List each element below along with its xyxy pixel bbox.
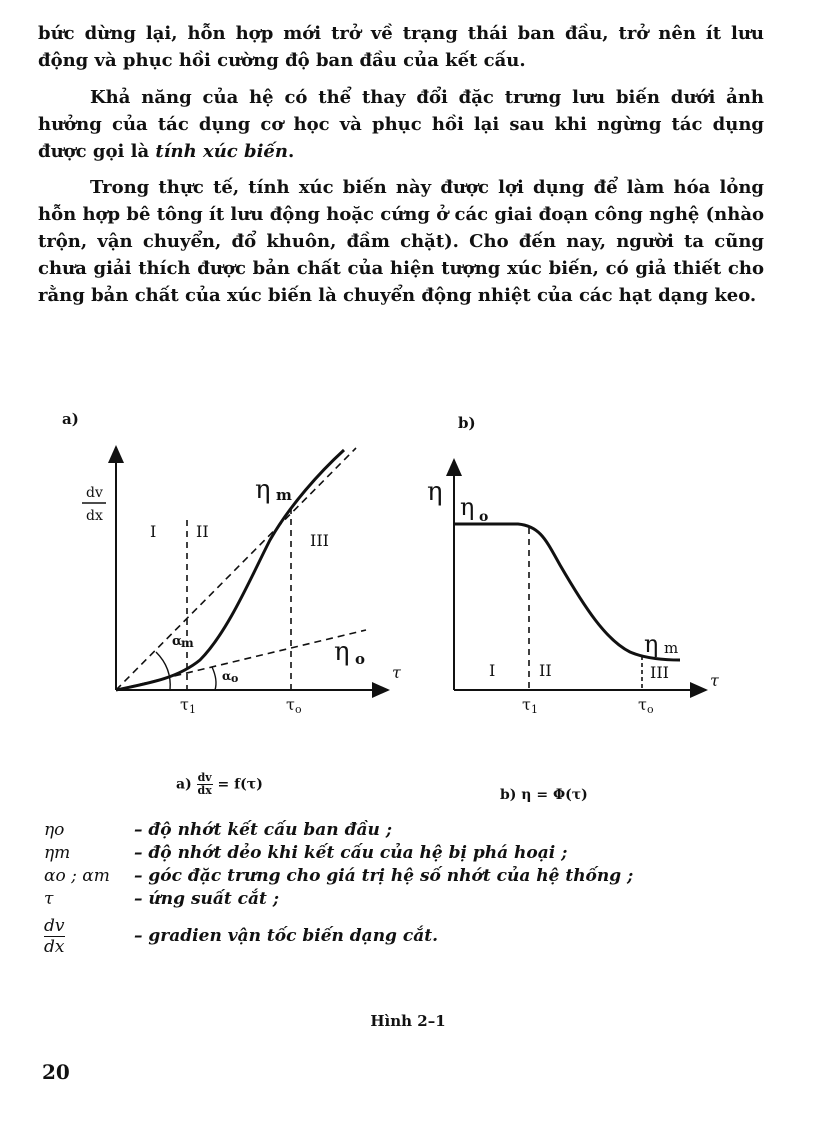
legend-row: αo ; αm – góc đặc trưng cho giá trị hệ số nhớt của hệ thống ; — [44, 865, 634, 886]
panel-a-tick-tau1-sub: 1 — [189, 703, 196, 716]
panel-b-tick-tau1-sub: 1 — [531, 703, 538, 716]
label-alpha-m: α — [172, 634, 183, 649]
panel-b-label: b) — [458, 414, 476, 432]
panel-b-y-label: η — [427, 477, 443, 507]
panel-a-tick-tau0: τ — [286, 695, 295, 714]
panel-a-zone-2: II — [196, 522, 209, 541]
panel-b-tick-tau0: τ — [638, 695, 647, 714]
panel-a-tick-tau1: τ — [180, 695, 189, 714]
label-eta-0: η — [334, 637, 350, 667]
panel-b — [427, 414, 720, 716]
label-b-eta-0: η — [460, 493, 475, 521]
paragraph-1: bức dừng lại, hỗn hợp mới trở về trạng thái ban đầu, trở nên ít lưu động và phục hồi cường độ ban đầu của kết cấu. — [38, 23, 764, 71]
figure-2-1 — [0, 380, 816, 740]
angle-arc-0 — [212, 667, 216, 690]
label-alpha-0: α — [222, 669, 232, 683]
panel-a — [62, 410, 402, 716]
legend-row: τ – ứng suất cắt ; — [44, 888, 280, 909]
angle-arc-m — [156, 652, 170, 690]
term-thixotropy: tính xúc biến — [155, 141, 288, 162]
flow-curve — [116, 450, 344, 690]
symbol-legend — [44, 818, 784, 962]
label-alpha-0-sub: o — [231, 672, 239, 685]
panel-b-x-label: τ — [710, 671, 719, 690]
page-number: 20 — [42, 1060, 70, 1084]
legend-row: ηm – độ nhớt dẻo khi kết cấu của hệ bị phá hoại ; — [44, 842, 568, 863]
caption-b: b) η = Φ(τ) — [500, 787, 588, 803]
panel-a-y-num: dv — [86, 485, 103, 501]
caption-a: a) $\frac{dv}{dx}$ = f(τ) — [176, 771, 263, 797]
panel-a-zone-3: III — [310, 531, 329, 550]
label-eta-0-sub: o — [355, 650, 366, 668]
figure-title: Hình 2–1 — [370, 1012, 446, 1030]
panel-b-tick-tau0-sub: o — [647, 703, 654, 716]
panel-b-zone-2: II — [539, 661, 552, 680]
label-b-eta-m-sub: m — [664, 639, 679, 657]
label-eta-m-sub: m — [276, 486, 292, 504]
legend-row: $\frac{dv}{dx}$ – gradien vận tốc biến dạng cắt. — [44, 915, 438, 957]
label-b-eta-0-sub: o — [479, 509, 489, 525]
panel-a-label: a) — [62, 410, 79, 428]
tangent-line-eta-m — [116, 448, 356, 690]
label-b-eta-m: η — [644, 630, 659, 658]
paragraph-3: Trong thực tế, tính xúc biến này được lợi dụng để làm hóa lỏng hỗn hợp bê tông ít lưu động hoặc cứng ở các giai đoạn công nghệ (nhào trộn, vận chuyển, đổ khuôn, đầm chặt). Cho đến nay, người ta cũng chưa giải thích được bản chất của hiện tượng xúc biến, có giả thiết cho rằng bản chất của xúc biến là chuyển động nhiệt của các hạt dạng keo. — [38, 177, 764, 306]
panel-b-tick-tau1: τ — [522, 695, 531, 714]
legend-row: ηo – độ nhớt kết cấu ban đầu ; — [44, 819, 393, 840]
panel-b-zone-1: I — [489, 661, 496, 680]
panel-a-x-label: τ — [392, 663, 401, 682]
label-eta-m: η — [255, 475, 271, 505]
panel-a-tick-tau0-sub: o — [295, 703, 302, 716]
paragraph-2: Khả năng của hệ có thể thay đổi đặc trưng lưu biến dưới ảnh hưởng của tác dụng cơ học và phục hồi lại sau khi ngừng tác dụng được gọi là tính xúc biến. — [38, 87, 764, 162]
panel-a-y-den: dx — [86, 508, 103, 524]
panel-a-zone-1: I — [150, 522, 157, 541]
panel-b-zone-3: III — [650, 663, 669, 682]
label-alpha-m-sub: m — [181, 636, 194, 650]
